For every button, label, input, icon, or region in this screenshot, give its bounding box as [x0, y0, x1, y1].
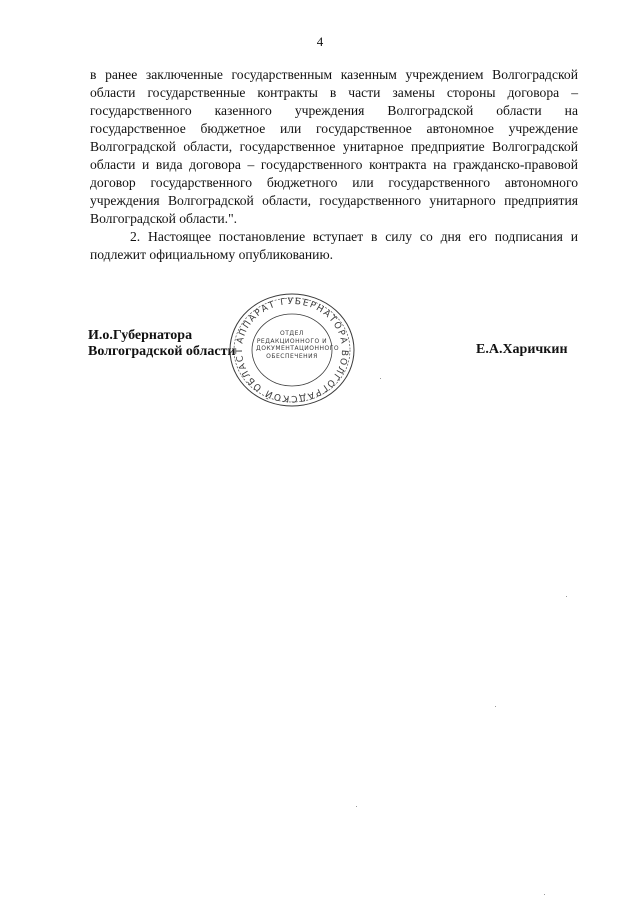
official-seal-icon — [226, 290, 358, 410]
scan-speck — [495, 706, 496, 707]
scan-speck — [380, 378, 381, 379]
seal-center-text: ОТДЕЛ РЕДАКЦИОННОГО И ДОКУМЕНТАЦИОННОГО ОБЕСПЕЧЕНИЯ — [256, 330, 340, 360]
paragraph-continuation: в ранее заключенные государственным казенным учреждением Волгоградской области государственные контракты в части замены стороны договора – государственного казенного учреждения Волгоградской области на государственное бюджетное или государственное автономное учреждение Волгоградской области, государственное унитарное предприятие Волгоградской области и вида договора – государственного контракта на гражданско-правовой договор государственного бюджетного или государственного автономного учреждения Волгоградской области, государственного унитарного предприятия Волгоградской области.". — [90, 67, 578, 226]
document-body — [90, 66, 578, 264]
scan-speck — [544, 894, 545, 895]
position-line-1: И.о.Губернатора — [88, 328, 193, 343]
seal-outer-text: АППАРАТ ГУБЕРНАТОРА ВОЛГОГРАДСКОЙ ОБЛАСТ — [234, 296, 350, 404]
scan-speck — [356, 806, 357, 807]
signatory-position — [88, 328, 236, 360]
page-number: 4 — [316, 34, 324, 49]
scan-speck — [566, 596, 567, 597]
position-line-2: Волгоградской области — [88, 344, 236, 359]
paragraph-2: 2. Настоящее постановление вступает в силу со дня его подписания и подлежит официальному опубликованию. — [90, 229, 578, 262]
signatory-name: Е.А.Харичкин — [476, 342, 568, 357]
